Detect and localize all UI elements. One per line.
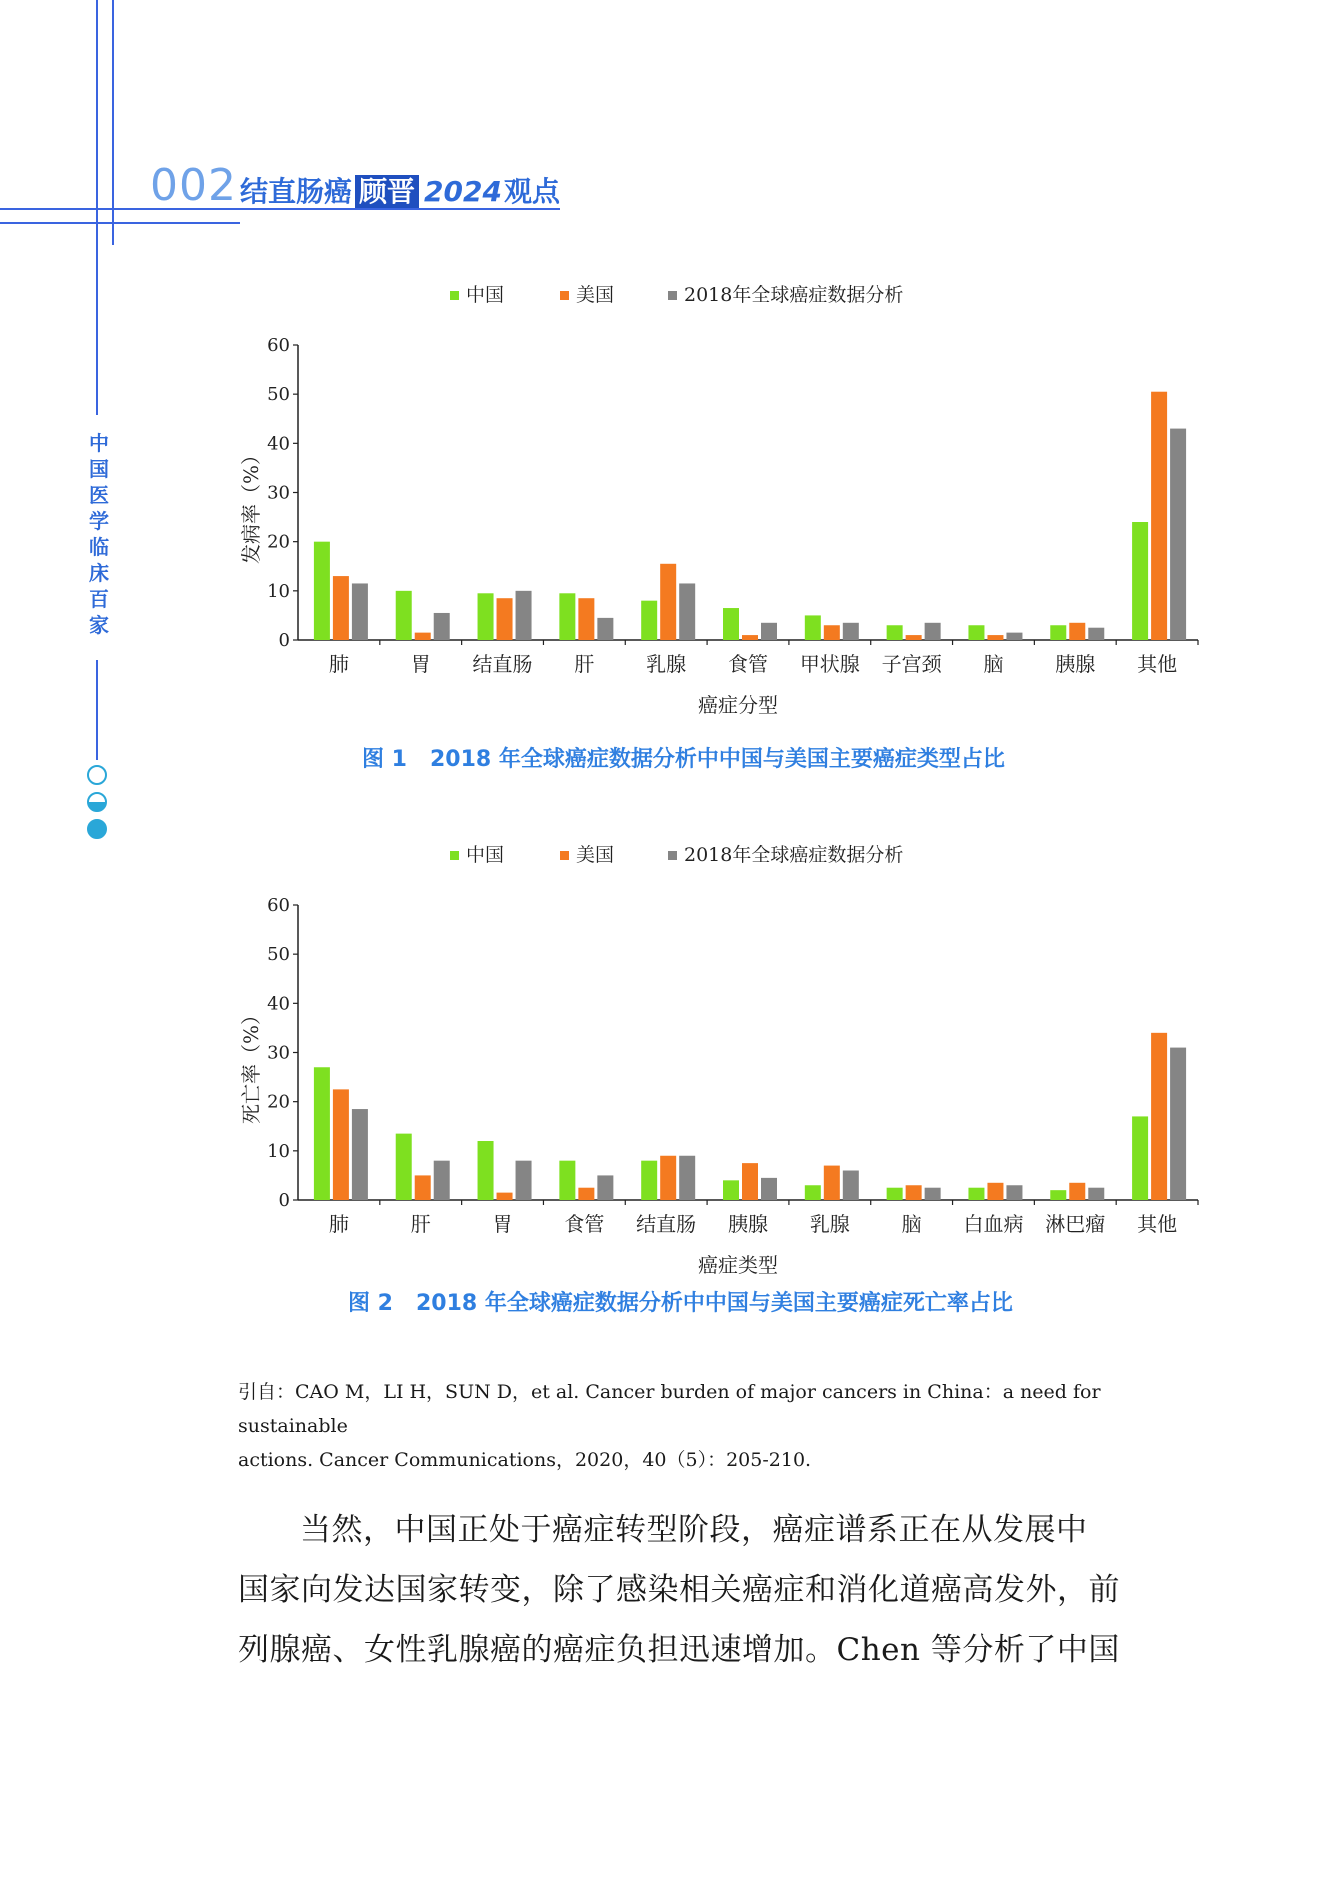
bar <box>1050 1190 1066 1200</box>
y-tick-label: 60 <box>267 895 290 916</box>
bar <box>478 1141 494 1200</box>
bar <box>660 564 676 640</box>
bar <box>805 615 821 640</box>
bar <box>1151 392 1167 640</box>
bar <box>887 625 903 640</box>
book-title <box>240 170 560 210</box>
x-tick-label: 肺 <box>328 1212 349 1236</box>
legend-swatch <box>560 291 569 300</box>
bar <box>578 1188 594 1200</box>
bar <box>352 583 368 640</box>
bar <box>559 1161 575 1200</box>
x-tick-label: 淋巴瘤 <box>1045 1212 1106 1236</box>
bar <box>1132 1116 1148 1200</box>
bar <box>906 635 922 640</box>
bar <box>843 623 859 640</box>
legend-label: 美国 <box>576 284 615 306</box>
legend-swatch <box>450 291 459 300</box>
x-tick-label: 其他 <box>1137 652 1178 676</box>
y-tick-label: 0 <box>278 630 290 651</box>
x-tick-label: 乳腺 <box>646 652 687 676</box>
legend-label: 2018年全球癌症数据分析 <box>684 284 904 306</box>
bar <box>723 608 739 640</box>
y-tick-label: 50 <box>267 384 290 406</box>
x-tick-label: 脑 <box>901 1212 922 1236</box>
bar <box>415 1175 431 1200</box>
bar <box>968 625 984 640</box>
body-line-2: 国家向发达国家转变，除了感染相关癌症和消化道癌高发外，前 <box>238 1572 1120 1608</box>
y-tick-label: 20 <box>267 531 290 553</box>
y-tick-label: 10 <box>267 580 290 602</box>
body-paragraph <box>238 1500 1198 1680</box>
x-tick-label: 结直肠 <box>472 652 533 676</box>
header-vertical-line-1 <box>96 0 98 300</box>
bar <box>925 1188 941 1200</box>
bar <box>679 1156 695 1200</box>
y-tick-label: 10 <box>267 1140 290 1162</box>
y-axis-label: 发病率（%） <box>239 444 263 565</box>
x-tick-label: 子宫颈 <box>881 652 942 676</box>
bar <box>597 618 613 640</box>
bar <box>415 633 431 640</box>
bar <box>434 613 450 640</box>
bar <box>434 1161 450 1200</box>
x-tick-label: 乳腺 <box>809 1212 850 1236</box>
bar <box>742 1163 758 1200</box>
bar <box>723 1180 739 1200</box>
citation <box>238 1375 1188 1477</box>
figure2-caption-label: 图 2 <box>348 1291 393 1316</box>
sidebar-circle-half <box>87 792 107 812</box>
page-number: 002 <box>150 160 237 211</box>
chart-mortality <box>230 830 1210 1280</box>
sidebar-series-title: 中国医学临床百家 <box>89 431 109 637</box>
bar <box>641 1161 657 1200</box>
bar <box>906 1185 922 1200</box>
figure2-caption <box>348 1286 1013 1317</box>
legend-label: 美国 <box>576 844 615 866</box>
bar <box>597 1175 613 1200</box>
sidebar-line-top <box>96 300 98 415</box>
bar <box>641 601 657 640</box>
figure1-caption-text: 2018 年全球癌症数据分析中中国与美国主要癌症类型占比 <box>429 747 1005 772</box>
x-tick-label: 胃 <box>410 652 431 676</box>
bar <box>1006 633 1022 640</box>
bar <box>1088 1188 1104 1200</box>
figure2-caption-text: 2018 年全球癌症数据分析中中国与美国主要癌症死亡率占比 <box>415 1291 1013 1316</box>
x-tick-label: 结直肠 <box>636 1212 697 1236</box>
x-tick-label: 食管 <box>728 652 768 676</box>
book-title-boxed: 顾晋 <box>355 175 419 208</box>
legend-label: 2018年全球癌症数据分析 <box>684 844 904 866</box>
bar <box>925 623 941 640</box>
bar <box>1132 522 1148 640</box>
citation-line-1: 引自：CAO M，LI H，SUN D，et al. Cancer burden of major cancers in China：a need for sustainable <box>238 1381 1101 1437</box>
bar <box>516 591 532 640</box>
legend-swatch <box>450 851 459 860</box>
y-tick-label: 40 <box>267 993 290 1015</box>
bar <box>761 1178 777 1200</box>
x-tick-label: 肺 <box>328 652 349 676</box>
bar <box>805 1185 821 1200</box>
bar <box>1069 623 1085 640</box>
y-tick-label: 30 <box>267 482 290 504</box>
book-title-part1: 结直肠癌 <box>240 175 353 208</box>
bar <box>352 1109 368 1200</box>
bar <box>968 1188 984 1200</box>
bar <box>987 1183 1003 1200</box>
bar <box>887 1188 903 1200</box>
citation-line-2: actions. Cancer Communications，2020，40（5）：205-210. <box>238 1449 812 1471</box>
x-axis-label: 癌症分型 <box>698 693 778 717</box>
bar <box>1069 1183 1085 1200</box>
sidebar-circle-empty <box>87 765 107 785</box>
y-tick-label: 40 <box>267 433 290 455</box>
bar <box>396 591 412 640</box>
bar <box>396 1134 412 1200</box>
bar <box>497 1193 513 1200</box>
x-tick-label: 白血病 <box>963 1212 1024 1236</box>
bar <box>1170 429 1186 640</box>
legend-swatch <box>668 291 677 300</box>
bar <box>478 593 494 640</box>
bar <box>1170 1048 1186 1200</box>
bar <box>1151 1033 1167 1200</box>
legend-swatch <box>560 851 569 860</box>
x-tick-label: 胰腺 <box>1055 652 1096 676</box>
y-tick-label: 20 <box>267 1091 290 1113</box>
bar <box>824 1166 840 1200</box>
figure1-caption <box>362 742 1005 773</box>
body-line-3: 列腺癌、女性乳腺癌的癌症负担迅速增加。Chen 等分析了中国 <box>238 1632 1120 1668</box>
bar <box>1088 628 1104 640</box>
x-tick-label: 肝 <box>574 652 595 676</box>
x-tick-label: 胃 <box>492 1212 513 1236</box>
legend-swatch <box>668 851 677 860</box>
legend-label: 中国 <box>466 284 505 306</box>
x-tick-label: 胰腺 <box>728 1212 768 1236</box>
bar <box>843 1171 859 1201</box>
book-title-year: 2024 <box>424 175 502 208</box>
y-tick-label: 50 <box>267 944 290 966</box>
y-tick-label: 60 <box>267 335 290 356</box>
header-horizontal-line-2 <box>0 222 240 224</box>
body-line-1: 当然，中国正处于癌症转型阶段，癌症谱系正在从发展中 <box>300 1512 1088 1548</box>
bar <box>679 583 695 640</box>
chart-incidence <box>230 270 1210 730</box>
bar <box>497 598 513 640</box>
bar <box>333 576 349 640</box>
x-axis-label: 癌症类型 <box>698 1253 778 1277</box>
y-axis-label: 死亡率（%） <box>239 1004 263 1125</box>
bar <box>314 1067 330 1200</box>
legend-label: 中国 <box>466 844 505 866</box>
bar <box>824 625 840 640</box>
bar <box>516 1161 532 1200</box>
bar <box>559 593 575 640</box>
y-tick-label: 0 <box>278 1190 290 1211</box>
y-tick-label: 30 <box>267 1042 290 1064</box>
bar <box>987 635 1003 640</box>
x-tick-label: 食管 <box>564 1212 605 1236</box>
bar <box>333 1089 349 1200</box>
sidebar-line-bottom <box>96 660 98 760</box>
bar <box>742 635 758 640</box>
bar <box>660 1156 676 1200</box>
bar <box>761 623 777 640</box>
bar <box>578 598 594 640</box>
bar <box>1006 1185 1022 1200</box>
x-tick-label: 脑 <box>983 652 1004 676</box>
x-tick-label: 肝 <box>410 1212 431 1236</box>
figure1-caption-label: 图 1 <box>362 747 407 772</box>
x-tick-label: 甲状腺 <box>799 652 860 676</box>
x-tick-label: 其他 <box>1137 1212 1178 1236</box>
bar <box>314 542 330 640</box>
sidebar-circle-full <box>87 819 107 839</box>
bar <box>1050 625 1066 640</box>
book-title-part2: 观点 <box>503 175 560 208</box>
